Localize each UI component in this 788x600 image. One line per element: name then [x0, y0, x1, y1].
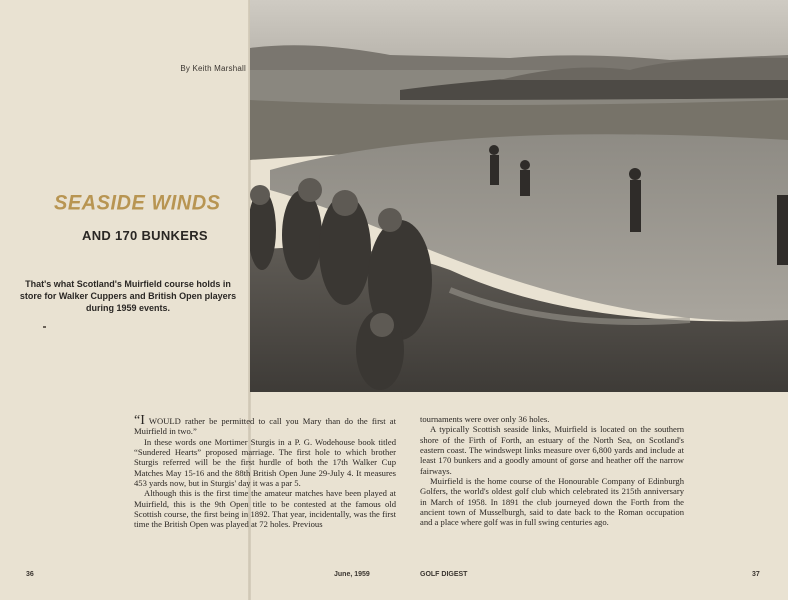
page-number-right: 37 — [752, 571, 760, 578]
body-column-1 — [134, 413, 396, 530]
headline: SEASIDE WINDS — [54, 191, 221, 215]
body-paragraph: Although this is the first time the amateur matches have been played at Muirfield, this is the 9th Open title to be contested at the famous old Scottish course, the first being in 1892. That year, incidentally, was the first time the British Open was played at 72 holes. Previous — [134, 488, 396, 530]
subhead: AND 170 BUNKERS — [82, 228, 208, 243]
magazine-name: GOLF DIGEST — [420, 571, 468, 578]
issue-date: June, 1959 — [334, 571, 370, 578]
body-paragraph: tournaments were over only 36 holes. — [420, 414, 550, 424]
body-paragraph: Muirfield is the home course of the Honourable Company of Edinburgh Golfers, the world's oldest golf club which celebrated its 215th anniversary in March of 1958. In 1891 the club journeyed down the Forth from the ancient town of Musselburgh, said to date back to the Roman occupation and a place where golf was in full swing centuries ago. — [420, 476, 684, 528]
body-column-2 — [420, 414, 684, 528]
decorative-dot — [43, 326, 46, 328]
drop-cap: “I — [134, 413, 145, 428]
byline: By Keith Marshall — [180, 64, 246, 73]
golf-course-photo — [250, 0, 788, 392]
body-paragraph: In these words one Mortimer Sturgis in a P. G. Wodehouse book titled “Sundered Hearts” proposed marriage. The first hole to which brother Sturgis referred will be the first hurdle of both the 17th Walker Cup Matches May 15-16 and the 88th British Open June 29-July 4. It measures 453 yards now, but in Sturgis' day it was a par 5. — [134, 436, 396, 489]
deck-text: That's what Scotland's Muirfield course holds in store for Walker Cuppers and British Open players during 1959 events. — [19, 279, 237, 313]
body-paragraph: A typically Scottish seaside links, Muirfield is located on the southern shore of the Firth of Forth, an estuary of the North Sea, on Scotland's eastern coast. The windswept links measure over 6,800 yards and include at least 170 bunkers and a goodly amount of gorse and heather off the narrow fairways. — [420, 424, 684, 476]
body-paragraph — [134, 413, 396, 437]
body-text: WOULD rather be permitted to call you Mary than do the first at Muirfield in two.” — [134, 416, 396, 437]
page-number-left: 36 — [26, 571, 34, 578]
